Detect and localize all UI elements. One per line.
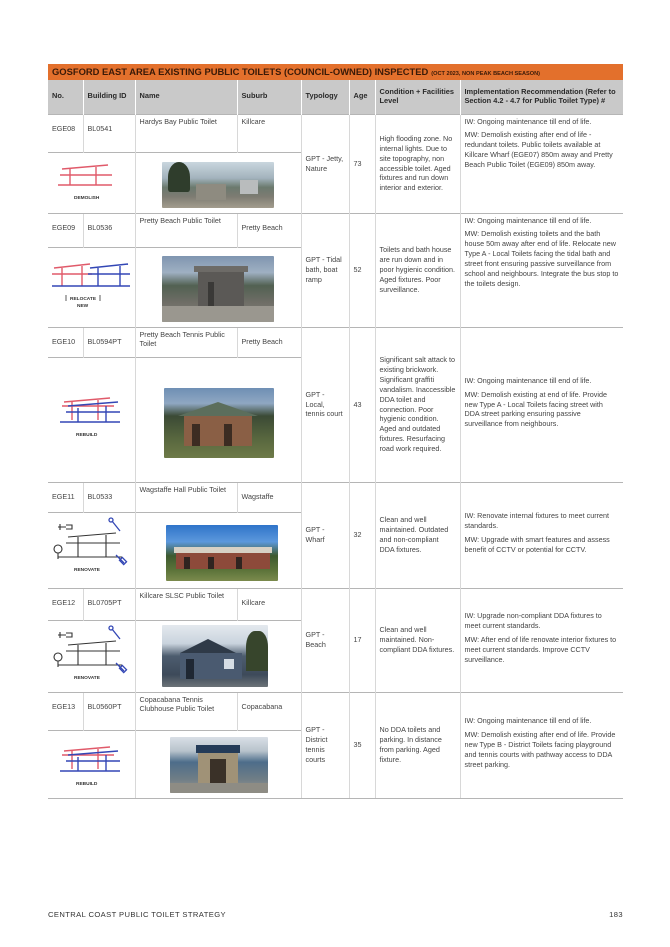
impl-iw: IW: Ongoing maintenance till end of life.: [464, 215, 592, 225]
row-implementation: [460, 692, 623, 798]
row-implementation: [460, 114, 623, 213]
diagram-label: DEMOLISH: [74, 195, 100, 201]
row-building-id: BL0541: [83, 114, 135, 152]
row-building-id: BL0533: [83, 482, 135, 512]
diagram-label: RENOVATE: [74, 675, 100, 681]
row-typology: GPT - Jetty, Nature: [301, 114, 349, 213]
row-no: EGE13: [48, 692, 83, 730]
row-name: Hardys Bay Public Toilet: [135, 114, 237, 152]
photo-cell: [135, 730, 301, 798]
renovate-diagram: [50, 515, 132, 579]
row-condition: Clean and well maintained. Outdated and non-compliant DDA fixtures.: [375, 482, 460, 588]
header-age: Age: [349, 80, 375, 114]
table-title: GOSFORD EAST AREA EXISTING PUBLIC TOILETS (COUNCIL-OWNED) INSPECTED: [52, 66, 429, 77]
row-suburb: Pretty Beach: [237, 213, 301, 247]
header-building-id: Building ID: [83, 80, 135, 114]
diagram-label: RELOCATE: [70, 296, 97, 302]
row-age: 35: [349, 692, 375, 798]
rebuild-diagram: [50, 741, 130, 801]
photo-cell: [135, 152, 301, 213]
row-suburb: Wagstaffe: [237, 482, 301, 512]
row-implementation: [460, 327, 623, 482]
action-diagram-cell: [48, 730, 135, 798]
row-no: EGE09: [48, 213, 83, 247]
header-no: No.: [48, 80, 83, 114]
action-diagram-cell: [48, 357, 135, 482]
toilet-photo: [162, 162, 274, 208]
header-implementation: Implementation Recommendation (Refer to Section 4.2 - 4.7 for Public Toilet Type) #: [460, 80, 623, 114]
row-building-id: BL0594PT: [83, 327, 135, 357]
toilets-table: [48, 80, 623, 798]
diagram-label: REBUILD: [76, 781, 98, 787]
header-typology: Typology: [301, 80, 349, 114]
row-age: 73: [349, 114, 375, 213]
row-building-id: BL0705PT: [83, 588, 135, 620]
photo-cell: [135, 620, 301, 692]
impl-mw: MW: After end of life renovate interior fixtures to meet current standards. Improve CCTV surveillance.: [464, 635, 617, 664]
toilet-photo: [166, 525, 278, 581]
table-row: [48, 327, 623, 357]
table-bottom-rule: [48, 798, 623, 799]
row-implementation: [460, 482, 623, 588]
row-age: 52: [349, 213, 375, 327]
footer-document-title: CENTRAL COAST PUBLIC TOILET STRATEGY: [48, 910, 226, 919]
impl-iw: IW: Ongoing maintenance till end of life.: [464, 716, 592, 726]
row-no: EGE11: [48, 482, 83, 512]
row-age: 43: [349, 327, 375, 482]
row-typology: GPT - District tennis courts: [301, 692, 349, 798]
row-name: Copacabana Tennis Clubhouse Public Toilet: [135, 692, 237, 730]
row-no: EGE12: [48, 588, 83, 620]
page-footer: [48, 910, 623, 919]
page: [48, 64, 623, 799]
toilet-photo: [162, 625, 268, 687]
relocate-diagram: [50, 258, 132, 322]
row-no: EGE08: [48, 114, 83, 152]
row-no: EGE10: [48, 327, 83, 357]
impl-mw: MW: Upgrade with smart features and assess benefit of CCTV or potential for CCTV.: [464, 535, 610, 554]
row-suburb: Copacabana: [237, 692, 301, 730]
photo-cell: [135, 357, 301, 482]
impl-iw: IW: Renovate internal fixtures to meet current standards.: [464, 511, 609, 531]
row-name: Pretty Beach Public Toilet: [135, 213, 237, 247]
row-implementation: [460, 213, 623, 327]
table-row: [48, 692, 623, 730]
row-suburb: Killcare: [237, 114, 301, 152]
toilet-photo: [162, 256, 274, 322]
table-row: [48, 114, 623, 152]
toilet-photo: [164, 388, 274, 458]
page-number: 183: [609, 910, 623, 919]
demolish-diagram: [50, 159, 130, 211]
row-typology: GPT - Beach: [301, 588, 349, 692]
action-diagram-cell: [48, 512, 135, 588]
table-row: [48, 213, 623, 247]
row-suburb: Killcare: [237, 588, 301, 620]
row-condition: Clean and well maintained. Non-compliant DDA fixtures.: [375, 588, 460, 692]
diagram-label: RENOVATE: [74, 567, 100, 573]
table-title-sub: (OCT 2023, NON PEAK BEACH SEASON): [431, 71, 541, 77]
impl-mw: MW: Demolish existing after end of life. Provide new Type B - District Toilets facing playground and tennis courts with pathway access to DDA street parking.: [464, 730, 616, 770]
photo-cell: [135, 512, 301, 588]
row-condition: Toilets and bath house are run down and in poor hygienic condition. Aged fixtures. Poor surveillance.: [375, 213, 460, 327]
action-diagram-cell: [48, 152, 135, 213]
header-condition: Condition + Facilities Level: [375, 80, 460, 114]
impl-iw: IW: Upgrade non-compliant DDA fixtures to meet current standards.: [464, 611, 602, 631]
table-title-bar: [48, 64, 623, 80]
action-diagram-cell: [48, 620, 135, 692]
rebuild-diagram: [50, 392, 130, 452]
diagram-label-2: NEW: [77, 303, 89, 309]
row-building-id: BL0560PT: [83, 692, 135, 730]
diagram-label: REBUILD: [76, 432, 98, 438]
row-name: Killcare SLSC Public Toilet: [135, 588, 237, 620]
impl-iw: IW: Ongoing maintenance till end of life.: [464, 116, 592, 126]
row-condition: High flooding zone. No internal lights. Due to site topography, non accessible toilet. Aged fixtures and run down interior and exterior.: [375, 114, 460, 213]
toilet-photo: [170, 737, 268, 793]
row-name: Pretty Beach Tennis Public Toilet: [135, 327, 237, 357]
row-age: 17: [349, 588, 375, 692]
row-typology: GPT - Tidal bath, boat ramp: [301, 213, 349, 327]
header-suburb: Suburb: [237, 80, 301, 114]
row-building-id: BL0536: [83, 213, 135, 247]
photo-cell: [135, 247, 301, 327]
action-diagram-cell: [48, 247, 135, 327]
row-implementation: [460, 588, 623, 692]
impl-mw: MW: Demolish existing after end of life - redundant toilets. Public toilets available at Killcare Wharf (EGE07) 850m away and Pretty Beach Public Toilet (EGE09) 850m away.: [464, 130, 613, 170]
row-name: Wagstaffe Hall Public Toilet: [135, 482, 237, 512]
row-typology: GPT - Wharf: [301, 482, 349, 588]
table-row: [48, 588, 623, 620]
table-row: [48, 482, 623, 512]
row-condition: No DDA toilets and parking. In distance from parking. Aged fixture.: [375, 692, 460, 798]
row-suburb: Pretty Beach: [237, 327, 301, 357]
renovate-diagram: [50, 623, 132, 687]
impl-mw: MW: Demolish existing toilets and the bath house 50m away after end of life. Relocate new Type A - Local Toilets facing the tidal bath and street front ensuring passive surveillance from school and neighbours. Integrate the bus stop to the toilets design.: [464, 229, 619, 289]
impl-mw: MW: Demolish existing at end of life. Provide new Type A - Local Toilets facing street with DDA street parking ensuring passive surveillance from neighbours.: [464, 389, 607, 429]
impl-iw: IW: Ongoing maintenance till end of life.: [464, 375, 592, 385]
header-name: Name: [135, 80, 237, 114]
row-age: 32: [349, 482, 375, 588]
row-typology: GPT - Local, tennis court: [301, 327, 349, 482]
row-condition: Significant salt attack to existing brickwork. Significant graffiti vandalism. Inaccessible DDA toilet and connection. Poor hygienic condition. Aged and outdated fixtures. Resurfacing road work required.: [375, 327, 460, 482]
header-row: [48, 80, 623, 114]
